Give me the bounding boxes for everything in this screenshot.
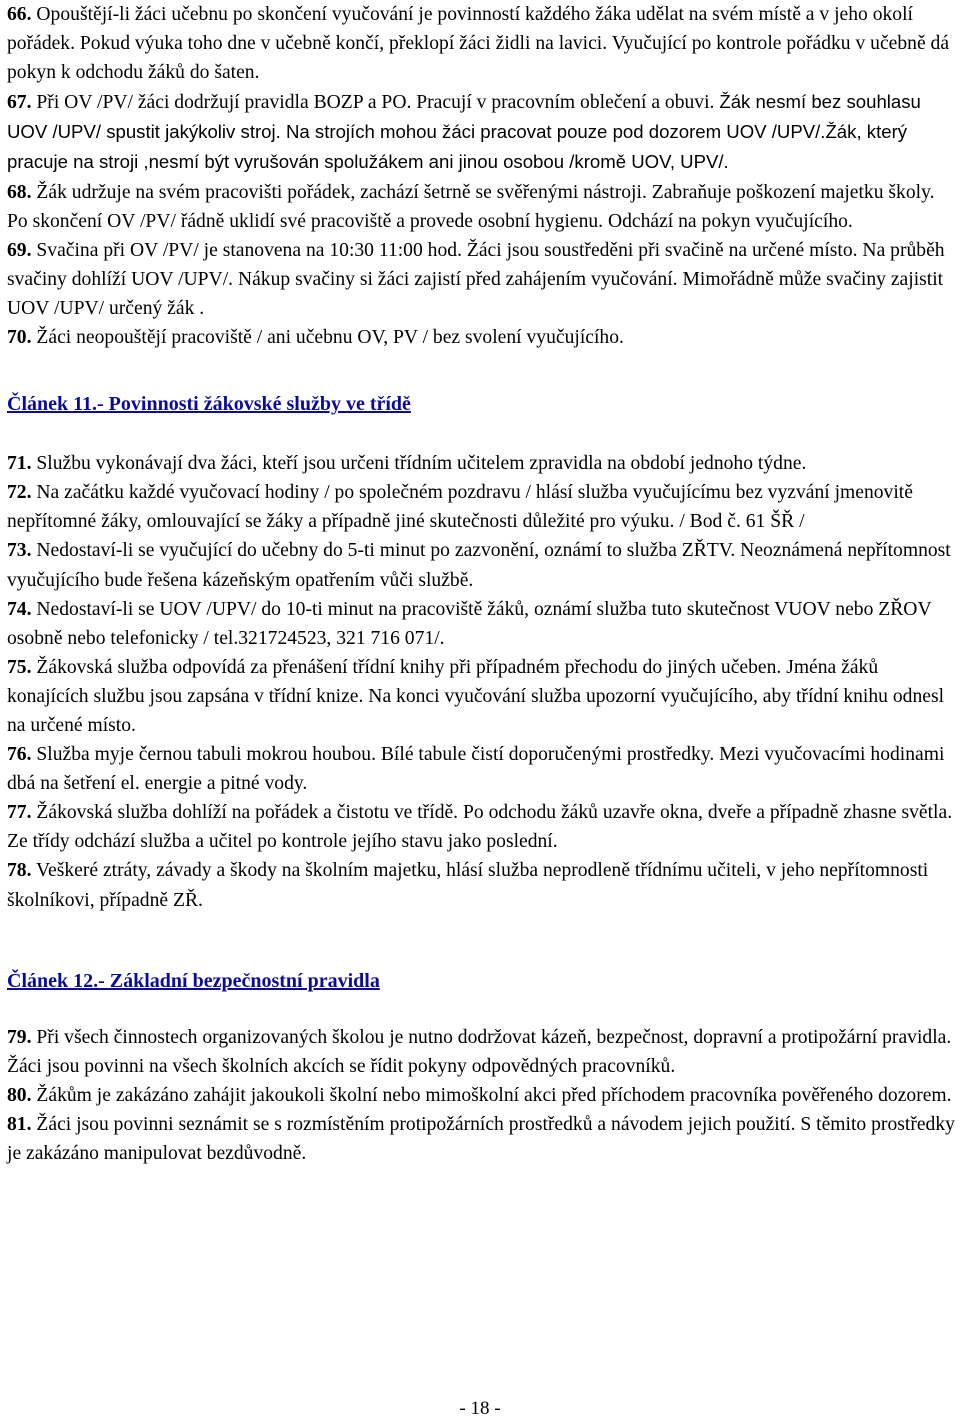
paragraph-79 — [7, 1023, 957, 1081]
article-12-heading: Článek 12.- Základní bezpečnostní pravidla — [7, 969, 380, 992]
paragraph-73 — [7, 536, 957, 594]
paragraph-text: Žákovská služba dohlíží na pořádek a čistotu ve třídě. Po odchodu žáků uzavře okna, dveře a případně zhasne světla. Ze třídy odchází služba a učitel po kontrole jejího stavu jako poslední. — [7, 802, 953, 853]
paragraph-text: Nedostaví-li se UOV /UPV/ do 10-ti minut na pracoviště žáků, oznámí služba tuto skutečnost VUOV nebo ZŘOV osobně nebo telefonicky / tel.321724523, 321 716 071/. — [7, 598, 932, 649]
paragraph-text-continued: Žák nesmí bez souhlasu UOV /UPV/ spustit jakýkoliv stroj. Na strojích mohou žáci pracovat pouze pod dozorem UOV /UPV/.Žák, který pracuje na stroji ,nesmí být vyrušován spolužákem ani jinou osobou /kromě UOV, UPV/. — [7, 91, 921, 173]
paragraph-81 — [7, 1110, 957, 1168]
paragraph-72 — [7, 478, 957, 536]
paragraph-number: 71. — [7, 453, 32, 475]
paragraph-number: 66. — [7, 4, 32, 25]
paragraph-67 — [7, 87, 957, 177]
paragraph-text: Veškeré ztráty, závady a škody na školním majetku, hlásí služba neprodleně třídnímu učiteli, v jeho nepřítomnosti školníkovi, případně ZŘ. — [7, 860, 929, 911]
paragraph-75 — [7, 653, 957, 740]
paragraph-text: Žáci jsou povinni seznámit se s rozmístěním protipožárních prostředků a návodem jejich použití. S těmito prostředky je zakázáno manipulovat bezdůvodně. — [7, 1113, 955, 1164]
paragraph-68 — [7, 178, 957, 236]
paragraph-74 — [7, 595, 957, 653]
paragraph-text: Nedostaví-li se vyučující do učebny do 5-ti minut po zazvonění, oznámí to služba ZŘTV. Neoznámená nepřítomnost vyučujícího bude řešena kázeňským opatřením vůči službě. — [7, 540, 951, 591]
paragraph-text: Na začátku každé vyučovací hodiny / po společném pozdravu / hlásí služba vyučujícímu bez vyzvání jmenovitě nepřítomné žáky, omlouvající se žáky a případně jiné skutečnosti důležité pro výuku. / Bod č. 61 ŠŘ / — [7, 482, 913, 533]
paragraph-number: 79. — [7, 1026, 32, 1048]
paragraph-text: Žákovská služba odpovídá za přenášení třídní knihy při případném přechodu do jiných učeben. Jména žáků konajících službu jsou zapsána v třídní knize. Na konci vyučování služba upozorní vyučujícího, aby třídní knihu odnesl na určené místo. — [7, 656, 945, 736]
paragraph-76 — [7, 740, 957, 798]
paragraph-number: 80. — [7, 1084, 32, 1106]
paragraph-77 — [7, 798, 957, 856]
paragraph-number: 75. — [7, 656, 32, 678]
paragraph-number: 69. — [7, 239, 32, 261]
paragraph-78 — [7, 856, 957, 914]
paragraph-number: 73. — [7, 540, 32, 562]
paragraph-text: Při OV /PV/ žáci dodržují pravidla BOZP a PO. Pracují v pracovním oblečení a obuvi. — [36, 92, 715, 114]
document-page — [7, 0, 957, 1168]
paragraph-number: 68. — [7, 181, 32, 203]
paragraph-69 — [7, 236, 957, 323]
paragraph-71 — [7, 449, 957, 478]
paragraph-number: 81. — [7, 1113, 32, 1135]
paragraph-text: Opouštějí-li žáci učebnu po skončení vyučování je povinností každého žáka udělat na svém místě a v jeho okolí pořádek. Pokud výuka toho dne v učebně končí, překlopí žáci židli na lavici. Vyučující po kontrole pořádku v učebně dá pokyn k odchodu žáků do šaten. — [7, 4, 950, 84]
paragraph-text: Žákům je zakázáno zahájit jakoukoli školní nebo mimoškolní akci před příchodem pracovníka pověřeného dozorem. — [36, 1084, 952, 1106]
paragraph-70 — [7, 323, 957, 352]
paragraph-text: Služba myje černou tabuli mokrou houbou. Bílé tabule čistí doporučenými prostředky. Mezi vyučovacími hodinami dbá na šetření el. energie a pitné vody. — [7, 744, 945, 795]
paragraph-80 — [7, 1081, 957, 1110]
paragraph-text: Žák udržuje na svém pracovišti pořádek, zachází šetrně se svěřenými nástroji. Zabraňuje poškození majetku školy. Po skončení OV /PV/ řádně uklidí své pracoviště a provede osobní hygienu. Odchází na pokyn vyučujícího. — [7, 181, 935, 232]
page-number: - 18 - — [459, 1398, 501, 1419]
paragraph-text: Při všech činnostech organizovaných školou je nutno dodržovat kázeň, bezpečnost, dopravní a protipožární pravidla. Žáci jsou povinni na všech školních akcích se řídit pokyny odpovědných pracovníků. — [7, 1026, 952, 1077]
paragraph-number: 70. — [7, 327, 32, 349]
article-11-heading: Článek 11.- Povinnosti žákovské služby ve třídě — [7, 393, 411, 416]
paragraph-66 — [7, 0, 957, 87]
paragraph-number: 76. — [7, 744, 32, 766]
paragraph-number: 74. — [7, 598, 32, 620]
paragraph-text: Svačina při OV /PV/ je stanovena na 10:30 11:00 hod. Žáci jsou soustředěni při svačině na určené místo. Na průběh svačiny dohlíží UOV /UPV/. Nákup svačiny si žáci zajistí před zahájením vyučování. Mimořádně může svačiny zajistit UOV /UPV/ určený žák . — [7, 239, 945, 319]
paragraph-number: 72. — [7, 482, 32, 504]
paragraph-text: Službu vykonávají dva žáci, kteří jsou určeni třídním učitelem zpravidla na období jednoho týdne. — [36, 453, 807, 475]
paragraph-text: Žáci neopouštějí pracoviště / ani učebnu OV, PV / bez svolení vyučujícího. — [36, 327, 624, 349]
paragraph-number: 78. — [7, 860, 32, 882]
paragraph-number: 77. — [7, 802, 32, 824]
paragraph-number: 67. — [7, 92, 32, 114]
